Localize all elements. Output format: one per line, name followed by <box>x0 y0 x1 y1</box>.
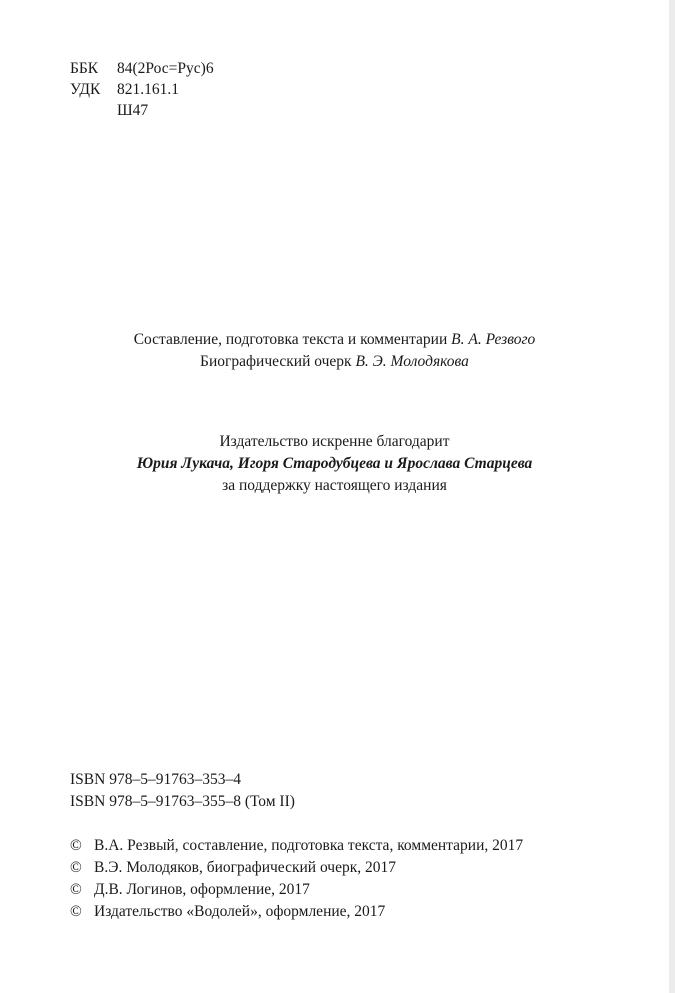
copyright-line <box>70 857 523 879</box>
author-mark-row <box>70 100 214 121</box>
copyright-text: Издательство «Водолей», оформление, 2017 <box>94 903 386 920</box>
isbn-line: ISBN 978–5–91763–355–8 (Том II) <box>70 793 295 810</box>
isbn-block <box>70 769 295 813</box>
acknowledgement-intro: Издательство искренне благодарит <box>219 433 450 450</box>
udk-label: УДК <box>70 81 101 98</box>
bio-text: Биографический очерк <box>200 353 356 370</box>
bbk-code: 84(2Рос=Рус)6 <box>117 60 214 77</box>
acknowledgement-outro: за поддержку настоящего издания <box>222 477 447 494</box>
isbn-line: ISBN 978–5–91763–353–4 <box>70 771 241 788</box>
bbk-label: ББК <box>70 60 99 77</box>
author-mark-label <box>70 100 117 121</box>
copyright-line <box>70 835 523 857</box>
classification-block <box>70 58 214 121</box>
copyright-icon: © <box>70 859 82 876</box>
copyright-icon: © <box>70 903 82 920</box>
copyright-line <box>70 879 523 901</box>
author-mark-code: Ш47 <box>117 102 149 119</box>
bbk-row <box>70 58 214 79</box>
copyright-line <box>70 901 523 923</box>
acknowledged-names: Юрия Лукача, Игоря Стародубцева и Ярослава Старцева <box>136 455 533 472</box>
bio-author-name: В. Э. Молодякова <box>355 353 469 370</box>
copyright-block <box>70 835 523 923</box>
acknowledgement-block <box>0 431 669 497</box>
copyright-icon: © <box>70 881 82 898</box>
udk-code: 821.161.1 <box>117 81 179 98</box>
compilation-text: Составление, подготовка текста и комментарии <box>133 331 452 348</box>
copyright-text: Д.В. Логинов, оформление, 2017 <box>94 881 310 898</box>
copyright-text: В.Э. Молодяков, биографический очерк, 2017 <box>94 859 397 876</box>
bio-credit <box>0 351 669 373</box>
page-edge <box>669 0 675 993</box>
udk-row <box>70 79 214 100</box>
copyright-text: В.А. Резвый, составление, подготовка текста, комментарии, 2017 <box>94 837 524 854</box>
compilation-credit <box>0 329 669 351</box>
compiler-name: В. А. Резвого <box>451 331 536 348</box>
copyright-icon: © <box>70 837 82 854</box>
credits-block <box>0 329 669 373</box>
